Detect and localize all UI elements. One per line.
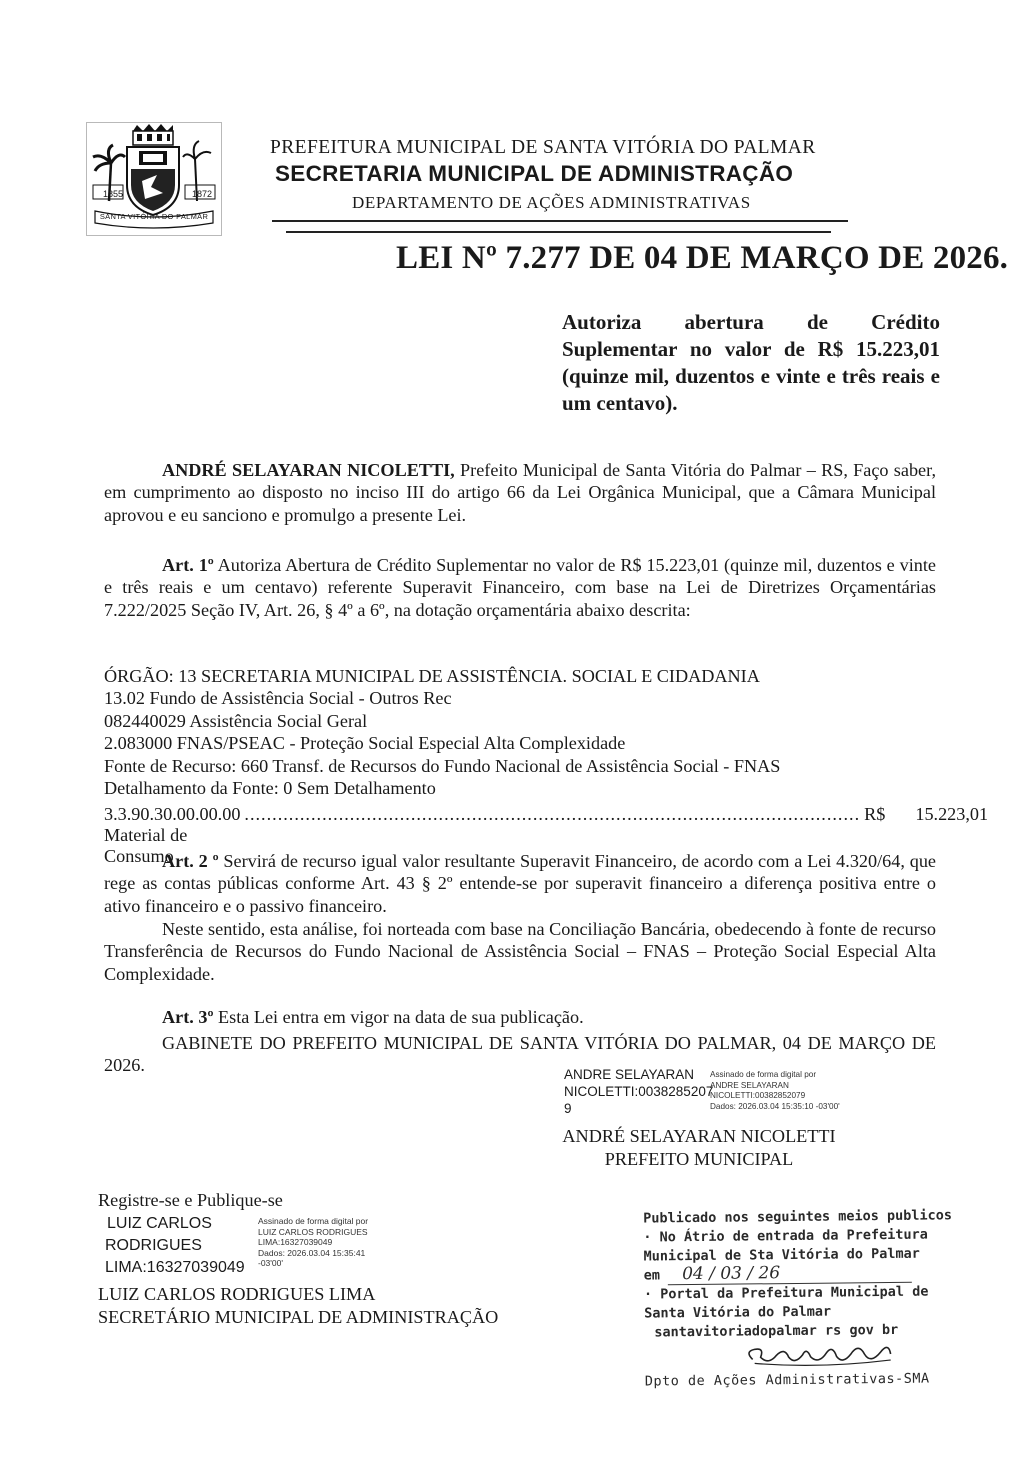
header-secretaria: SECRETARIA MUNICIPAL DE ADMINISTRAÇÃO <box>275 161 794 186</box>
stamp-line1: Publicado nos seguintes meios publicos <box>643 1207 953 1227</box>
prefeito-meta1: Assinado de forma digital por <box>710 1070 817 1079</box>
coat-year-left: 1855 <box>103 189 124 199</box>
prefeito-meta2: ANDRE SELAYARAN <box>710 1080 789 1090</box>
dotacao-orgao: ÓRGÃO: 13 SECRETARIA MUNICIPAL DE ASSISTÊNCIA. SOCIAL E CIDADANIA <box>104 666 760 686</box>
prefeito-signature-meta <box>710 1070 840 1112</box>
prefeito-sig-line3: 9 <box>564 1101 572 1116</box>
secretario-name: LUIZ CARLOS RODRIGUES LIMA <box>98 1284 376 1304</box>
dotacao-detalhamento: Detalhamento da Fonte: 0 Sem Detalhamento <box>104 778 436 799</box>
article-1-text: Autoriza Abertura de Crédito Suplementar no valor de R$ 15.223,01 (quinze mil, duzentos e vinte e três reais e um centavo) referente Superavit Financeiro, com base na Lei de Diretrizes Orçamentárias 7.222/2025 Seção IV, Art. 26, § 4º a 6º, na dotação orçamentária abaixo descrita: <box>104 555 936 620</box>
dotacao-leader: ............................................................................................................... <box>244 804 861 824</box>
stamp-line5: · Portal da Prefeitura Municipal de <box>643 1283 929 1303</box>
prefeito-sig-line2: NICOLETTI:0038285207 <box>564 1084 714 1099</box>
handwritten-signature-icon <box>740 1337 960 1371</box>
stamp-line6: Santa Vitória do Palmar <box>644 1303 832 1322</box>
prefeito-role: PREFEITO MUNICIPAL <box>604 1149 794 1169</box>
stamp-signature <box>644 1339 940 1372</box>
secretario-meta5: -03'00' <box>258 1258 283 1268</box>
secretario-block <box>98 1283 498 1329</box>
publication-stamp <box>643 1206 953 1390</box>
dotacao-fonte: Fonte de Recurso: 660 Transf. de Recursos do Fundo Nacional de Assistência Social - FNAS <box>104 755 781 776</box>
stamp-handwritten-date: 04 / 03 / 26 <box>668 1263 912 1285</box>
secretario-sig-line2: RODRIGUES <box>105 1237 202 1254</box>
secretario-meta2: LUIZ CARLOS RODRIGUES <box>258 1226 368 1237</box>
prefeito-digital-signature <box>564 1066 713 1117</box>
stamp-line3: Municipal de Sta Vitória do Palmar <box>643 1245 920 1265</box>
dotacao-currency: R$ <box>864 804 886 824</box>
header-rule-bottom <box>286 231 831 233</box>
article-3 <box>104 1006 936 1028</box>
preamble-text: Prefeito Municipal de Santa Vitória do Palmar – RS, Faço saber, em cumprimento ao disposto no inciso III do artigo 66 da Lei Orgânica Municipal, que a Câmara Municipal aprovou e eu sanciono e promulgo a presente Lei. <box>104 460 937 525</box>
stamp-line2: · No Átrio de entrada da Prefeitura <box>643 1226 928 1246</box>
article-2-label: Art. 2 º <box>162 851 219 871</box>
article-2 <box>104 850 936 917</box>
secretario-meta3: LIMA:16327039049 <box>258 1237 333 1247</box>
prefeito-block <box>549 1125 849 1171</box>
secretario-signature-meta <box>258 1216 368 1269</box>
prefeito-meta4: Dados: 2026.03.04 15:35:10 -03'00' <box>710 1101 840 1111</box>
dotacao-unidade: 13.02 Fundo de Assistência Social - Outros Rec <box>104 688 452 709</box>
stamp-date-prefix: em <box>643 1267 661 1284</box>
article-3-label: Art. 3º <box>162 1007 214 1027</box>
article-2-paragraph-2 <box>104 918 936 985</box>
registre-publique: Registre-se e Publique-se <box>98 1190 283 1210</box>
header-rule-top <box>272 220 848 222</box>
header-prefeitura: PREFEITURA MUNICIPAL DE SANTA VITÓRIA DO PALMAR <box>270 137 816 158</box>
article-1-label: Art. 1º <box>162 555 214 575</box>
article-1 <box>104 554 936 621</box>
gabinete-text: GABINETE DO PREFEITO MUNICIPAL DE SANTA VITÓRIA DO PALMAR, 04 DE MARÇO DE 2026. <box>104 1033 936 1076</box>
secretario-sig-line1: LUIZ CARLOS <box>107 1215 212 1232</box>
secretario-sig-line3: LIMA:16327039049 <box>105 1259 245 1276</box>
article-2-para2-text: Neste sentido, esta análise, foi norteada com base na Conciliação Bancária, obedecendo à fonte de recurso Transferência de Recursos do Fundo Nacional de Assistência Social – FNAS – Proteção Social Especial Alta Complexidade. <box>104 919 936 984</box>
dotacao-elemento: 3.3.90.30.00.00.00 Material de Consumo <box>104 804 241 866</box>
article-2-text: Servirá de recurso igual valor resultante Superavit Financeiro, de acordo com a Lei 4.320/64, que rege as contas públicas conforme Art. 43 § 2º entende-se por superavit financeiro a diferença positiva entre o ativo financeiro e o passivo financeiro. <box>104 851 936 916</box>
dotacao-block <box>104 665 780 799</box>
ementa: Autoriza abertura de Crédito Suplementar no valor de R$ 15.223,01 (quinze mil, duzentos e vinte e três reais e um centavo). <box>562 310 940 415</box>
prefeito-meta3: NICOLETTI:00382852079 <box>710 1091 806 1100</box>
dotacao-valor: 15.223,01 <box>915 804 989 824</box>
secretario-digital-signature <box>105 1213 245 1279</box>
secretario-role: SECRETÁRIO MUNICIPAL DE ADMINISTRAÇÃO <box>98 1307 499 1327</box>
article-3-text: Esta Lei entra em vigor na data de sua publicação. <box>213 1007 584 1027</box>
stamp-line7: santavitoriadopalmar rs gov br <box>654 1321 899 1341</box>
law-title: LEI Nº 7.277 DE 04 DE MARÇO DE 2026. <box>396 240 1009 276</box>
prefeito-name: ANDRÉ SELAYARAN NICOLETTI <box>562 1126 836 1146</box>
coat-year-right: 1872 <box>192 189 213 199</box>
preamble <box>104 459 936 526</box>
dotacao-funcional: 082440029 Assistência Social Geral <box>104 710 368 731</box>
prefeito-sig-line1: ANDRE SELAYARAN <box>564 1067 695 1082</box>
secretario-meta4: Dados: 2026.03.04 15:35:41 <box>258 1247 366 1258</box>
dotacao-acao: 2.083000 FNAS/PSEAC - Proteção Social Especial Alta Complexidade <box>104 733 626 754</box>
secretario-meta1: Assinado de forma digital por <box>258 1216 369 1226</box>
coat-banner-text: SANTA VITÓRIA DO PALMAR <box>99 212 209 221</box>
header-departamento: DEPARTAMENTO DE AÇÕES ADMINISTRATIVAS <box>352 193 751 212</box>
coat-of-arms <box>86 122 222 236</box>
prefeito-name-inline: ANDRÉ SELAYARAN NICOLETTI, <box>162 460 455 480</box>
stamp-line8: Dpto de Ações Administrativas-SMA <box>644 1370 930 1390</box>
